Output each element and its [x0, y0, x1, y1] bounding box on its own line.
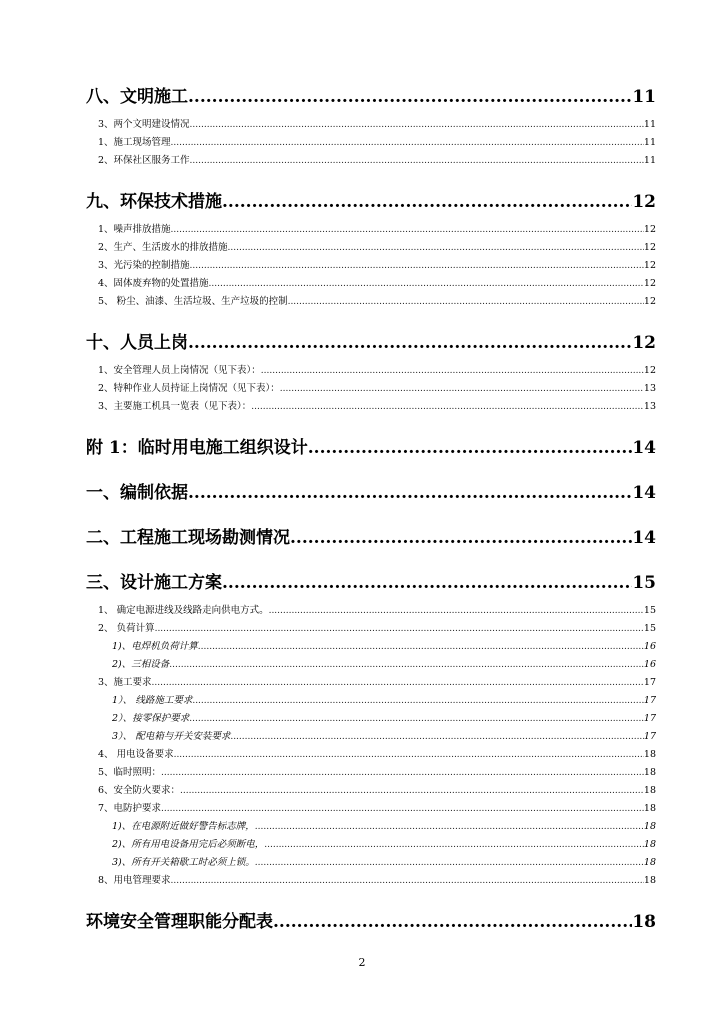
toc-entry-page: 18	[643, 785, 656, 796]
toc-dot-leader	[288, 293, 644, 311]
toc-subentry[interactable]	[86, 800, 656, 818]
toc-subentry[interactable]	[86, 728, 656, 746]
toc-entry-page: 16	[643, 659, 656, 670]
toc-entry-page: 18	[643, 857, 656, 868]
toc-entry-page: 12	[643, 365, 656, 376]
toc-dot-leader	[174, 746, 644, 764]
toc-entry-page: 11	[632, 87, 656, 107]
toc-dot-leader	[188, 330, 632, 356]
table-of-contents	[86, 84, 656, 935]
toc-dot-leader	[228, 239, 644, 257]
toc-heading-entry[interactable]	[86, 570, 656, 596]
toc-dot-leader	[255, 854, 644, 872]
page-number: 2	[358, 956, 366, 969]
toc-entry-title: 1)、电焊机负荷计算	[112, 641, 198, 652]
toc-heading-entry[interactable]	[86, 189, 656, 215]
toc-entry-page: 11	[643, 155, 656, 166]
toc-dot-leader	[264, 836, 644, 854]
toc-entry-page: 11	[643, 137, 656, 148]
toc-subentry[interactable]	[86, 275, 656, 293]
toc-entry-title: 2)、所有用电设备用完后必须断电，	[112, 839, 265, 850]
toc-dot-leader	[171, 221, 644, 239]
toc-entry-title: 4、 用电设备要求	[98, 749, 174, 760]
toc-entry-title: 一、编制依据	[86, 483, 188, 503]
toc-dot-leader	[188, 480, 632, 506]
toc-dot-leader	[190, 152, 644, 170]
toc-entry-title: 2、生产、生活废水的排放措施	[98, 242, 228, 253]
toc-entry-page: 14	[632, 438, 656, 458]
toc-entry-page: 17	[643, 677, 656, 688]
toc-entry-title: 十、人员上岗	[86, 333, 188, 353]
toc-entry-page: 17	[643, 731, 656, 742]
toc-subentry[interactable]	[86, 854, 656, 872]
toc-entry-page: 18	[643, 839, 656, 850]
toc-dot-leader	[290, 525, 632, 551]
toc-subentry[interactable]	[86, 293, 656, 311]
toc-subentry[interactable]	[86, 152, 656, 170]
toc-entry-page: 17	[643, 713, 656, 724]
toc-heading-entry[interactable]	[86, 435, 656, 461]
toc-entry-title: 2、环保社区服务工作	[98, 155, 190, 166]
toc-dot-leader	[308, 435, 633, 461]
toc-dot-leader	[269, 602, 644, 620]
toc-entry-page: 18	[643, 875, 656, 886]
toc-entry-title: 5、临时照明：	[98, 767, 162, 778]
toc-entry-title: 2)、三相设备	[112, 659, 170, 670]
toc-subentry[interactable]	[86, 116, 656, 134]
toc-heading-entry[interactable]	[86, 909, 656, 935]
toc-subentry[interactable]	[86, 638, 656, 656]
toc-entry-page: 18	[632, 912, 656, 932]
toc-entry-title: 环境安全管理职能分配表	[86, 912, 273, 932]
toc-entry-page: 14	[632, 483, 656, 503]
toc-entry-title: 1)、在电源附近做好警告标志牌，	[112, 821, 255, 832]
toc-dot-leader	[161, 764, 644, 782]
toc-dot-leader	[222, 189, 632, 215]
toc-subentry[interactable]	[86, 362, 656, 380]
toc-entry-title: 3、两个文明建设情况	[98, 119, 190, 130]
toc-entry-title: 1、安全管理人员上岗情况（见下表）：	[98, 365, 261, 376]
toc-heading-entry[interactable]	[86, 84, 656, 110]
toc-entry-page: 12	[643, 296, 656, 307]
toc-entry-page: 13	[643, 383, 656, 394]
toc-entry-title: 3、光污染的控制措施	[98, 260, 190, 271]
toc-entry-title: 3、施工要求	[98, 677, 152, 688]
toc-dot-leader	[273, 909, 632, 935]
toc-entry-title: 8、用电管理要求	[98, 875, 171, 886]
toc-entry-page: 15	[643, 623, 656, 634]
toc-entry-title: 九、环保技术措施	[86, 192, 222, 212]
toc-entry-page: 12	[632, 192, 656, 212]
toc-entry-page: 12	[643, 242, 656, 253]
toc-subentry[interactable]	[86, 239, 656, 257]
toc-subentry[interactable]	[86, 380, 656, 398]
toc-entry-title: 3、主要施工机具一览表（见下表）：	[98, 401, 252, 412]
toc-entry-page: 12	[643, 224, 656, 235]
toc-entry-title: 7、电防护要求	[98, 803, 162, 814]
toc-subentry[interactable]	[86, 710, 656, 728]
toc-subentry[interactable]	[86, 674, 656, 692]
toc-dot-leader	[261, 362, 644, 380]
toc-entry-title: 3)、所有开关箱歇工时必须上锁。	[112, 857, 255, 868]
toc-dot-leader	[188, 84, 632, 110]
toc-subentry[interactable]	[86, 818, 656, 836]
toc-dot-leader	[222, 570, 632, 596]
toc-dot-leader	[230, 728, 644, 746]
toc-heading-entry[interactable]	[86, 480, 656, 506]
toc-entry-page: 16	[643, 641, 656, 652]
toc-entry-page: 12	[632, 333, 656, 353]
toc-subentry[interactable]	[86, 764, 656, 782]
toc-entry-title: 4、固体废弃物的处置措施	[98, 278, 209, 289]
toc-subentry[interactable]	[86, 257, 656, 275]
toc-dot-leader	[189, 710, 644, 728]
toc-dot-leader	[280, 380, 644, 398]
toc-dot-leader	[155, 620, 644, 638]
toc-subentry[interactable]	[86, 782, 656, 800]
toc-dot-leader	[192, 692, 644, 710]
toc-subentry[interactable]	[86, 620, 656, 638]
toc-subentry[interactable]	[86, 836, 656, 854]
toc-dot-leader	[169, 656, 644, 674]
toc-entry-title: 附 1：临时用电施工组织设计	[86, 438, 308, 458]
toc-entry-title: 1、 确定电源进线及线路走向供电方式。	[98, 605, 269, 616]
toc-entry-title: 3）、 配电箱与开关安装要求	[112, 731, 231, 742]
toc-entry-title: 1、噪声排放措施	[98, 224, 171, 235]
toc-subentry[interactable]	[86, 602, 656, 620]
toc-dot-leader	[152, 674, 644, 692]
toc-dot-leader	[209, 275, 644, 293]
toc-entry-page: 12	[643, 260, 656, 271]
toc-entry-page: 14	[632, 528, 656, 548]
toc-entry-page: 18	[643, 803, 656, 814]
toc-entry-title: 2）、接零保护要求	[112, 713, 190, 724]
toc-dot-leader	[171, 872, 644, 890]
toc-entry-page: 18	[643, 749, 656, 760]
toc-subentry[interactable]	[86, 134, 656, 152]
toc-dot-leader	[190, 116, 644, 134]
toc-dot-leader	[180, 782, 644, 800]
toc-subentry[interactable]	[86, 656, 656, 674]
toc-entry-page: 15	[632, 573, 656, 593]
toc-dot-leader	[171, 134, 644, 152]
toc-entry-page: 18	[643, 821, 656, 832]
toc-entry-title: 1、施工现场管理	[98, 137, 171, 148]
toc-entry-page: 13	[643, 401, 656, 412]
toc-entry-title: 三、设计施工方案	[86, 573, 222, 593]
toc-subentry[interactable]	[86, 692, 656, 710]
toc-entry-page: 17	[643, 695, 656, 706]
toc-entry-page: 12	[643, 278, 656, 289]
toc-dot-leader	[255, 818, 644, 836]
toc-subentry[interactable]	[86, 746, 656, 764]
toc-heading-entry[interactable]	[86, 525, 656, 551]
toc-subentry[interactable]	[86, 398, 656, 416]
toc-entry-title: 2、 负荷计算	[98, 623, 155, 634]
toc-subentry[interactable]	[86, 872, 656, 890]
toc-subentry[interactable]	[86, 221, 656, 239]
toc-entry-title: 6、安全防火要求：	[98, 785, 181, 796]
toc-entry-page: 11	[643, 119, 656, 130]
toc-dot-leader	[198, 638, 644, 656]
toc-entry-title: 八、文明施工	[86, 87, 188, 107]
toc-entry-title: 二、工程施工现场勘测情况	[86, 528, 290, 548]
toc-entry-page: 18	[643, 767, 656, 778]
toc-entry-title: 1）、 线路施工要求	[112, 695, 193, 706]
toc-dot-leader	[251, 398, 644, 416]
toc-entry-title: 5、 粉尘、油漆、生活垃圾、生产垃圾的控制	[98, 296, 288, 307]
toc-entry-title: 2、特种作业人员持证上岗情况（见下表）：	[98, 383, 280, 394]
toc-dot-leader	[161, 800, 644, 818]
toc-heading-entry[interactable]	[86, 330, 656, 356]
toc-entry-page: 15	[643, 605, 656, 616]
toc-dot-leader	[190, 257, 644, 275]
